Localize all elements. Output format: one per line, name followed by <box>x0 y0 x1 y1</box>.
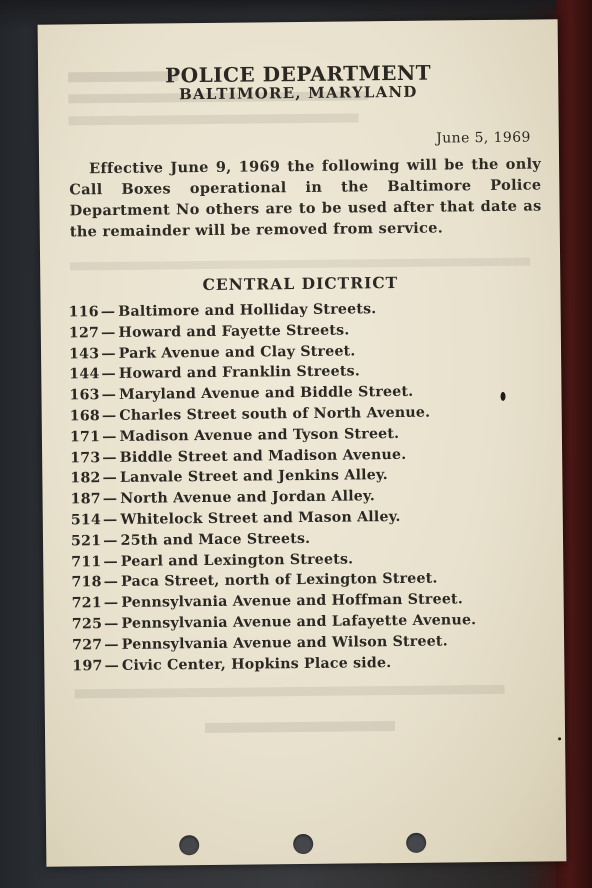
call-box-dash: — <box>101 407 117 425</box>
department-title: POLICE DEPARTMENT <box>165 60 432 88</box>
call-box-dash: — <box>101 366 116 383</box>
call-box-dash: — <box>103 595 119 612</box>
ink-speck <box>500 392 505 401</box>
call-box-number: 171 <box>69 428 101 446</box>
call-box-location: Maryland Avenue and Biddle Street. <box>119 384 414 404</box>
call-box-number: 127 <box>68 324 100 342</box>
call-box-number: 143 <box>68 345 100 363</box>
call-box-dash: — <box>103 553 118 570</box>
call-box-location: North Avenue and Jordan Alley. <box>120 488 376 508</box>
call-box-location: Baltimore and Holliday Streets. <box>118 301 377 320</box>
call-box-number: 173 <box>70 449 101 467</box>
call-box-number: 521 <box>70 532 102 550</box>
call-box-dash: — <box>103 532 118 549</box>
call-box-location: Madison Avenue and Tyson Street. <box>119 425 400 445</box>
call-box-location: Pennsylvania Avenue and Lafayette Avenue. <box>121 612 477 632</box>
call-box-dash: — <box>102 511 118 529</box>
call-box-number: 718 <box>71 574 102 591</box>
binder-hole <box>406 833 426 853</box>
call-box-location: Pennsylvania Avenue and Wilson Street. <box>121 633 448 653</box>
call-box-number: 163 <box>69 387 100 404</box>
binder-hole <box>293 834 313 854</box>
call-box-location: Biddle Street and Madison Avenue. <box>119 446 407 466</box>
bleed-through-mark <box>75 685 505 699</box>
call-box-dash: — <box>101 387 117 404</box>
call-box-dash: — <box>100 324 116 341</box>
call-box-entry <box>72 653 552 679</box>
call-box-number: 116 <box>68 304 99 321</box>
call-box-location: Pennsylvania Avenue and Hoffman Street. <box>121 591 463 612</box>
bleed-through-mark <box>205 721 395 733</box>
call-box-number: 514 <box>70 512 102 529</box>
city-subtitle: BALTIMORE, MARYLAND <box>178 82 418 104</box>
call-box-dash: — <box>102 449 117 466</box>
notice-date: June 5, 1969 <box>436 129 531 147</box>
call-box-location: Pearl and Lexington Streets. <box>120 551 354 570</box>
notice-paragraph: Effective June 9, 1969 the following will be the only Call Boxes operational in the Baltimore Police Department No others are to be used after that date as the remainder will be removed from service. <box>69 155 542 241</box>
call-box-location: Howard and Franklin Streets. <box>118 363 361 383</box>
bleed-through-mark <box>70 258 530 271</box>
call-box-number: 144 <box>69 366 100 383</box>
call-box-dash: — <box>102 428 117 445</box>
police-notice-sheet <box>38 19 567 866</box>
call-box-dash: — <box>100 303 116 321</box>
call-box-location: Park Avenue and Clay Street. <box>118 343 356 362</box>
call-box-dash: — <box>103 574 119 591</box>
call-box-number: 168 <box>69 408 101 425</box>
call-box-location: Howard and Fayette Streets. <box>118 322 350 341</box>
call-box-location: Whitelock Street and Mason Alley. <box>120 508 401 528</box>
call-box-number: 187 <box>70 491 101 508</box>
call-box-list <box>69 299 553 678</box>
call-box-number: 727 <box>72 636 103 654</box>
call-box-number: 725 <box>71 616 103 633</box>
call-box-location: Civic Center, Hopkins Place side. <box>121 654 392 674</box>
call-box-dash: — <box>104 615 119 633</box>
call-box-number: 197 <box>72 657 103 674</box>
call-box-location: 25th and Mace Streets. <box>120 530 311 549</box>
bleed-through-mark <box>69 113 359 125</box>
call-box-dash: — <box>101 345 116 362</box>
call-box-location: Charles Street south of North Avenue. <box>119 404 431 424</box>
call-box-dash: — <box>104 636 119 653</box>
ink-speck <box>558 737 561 740</box>
call-box-number: 182 <box>70 470 101 487</box>
district-heading: CENTRAL DICTRICT <box>202 272 399 295</box>
call-box-number: 721 <box>71 595 102 612</box>
call-box-location: Paca Street, north of Lexington Street. <box>120 570 438 591</box>
call-box-dash: — <box>104 657 120 674</box>
call-box-number: 711 <box>71 553 102 570</box>
call-box-location: Lanvale Street and Jenkins Alley. <box>119 467 388 487</box>
call-box-dash: — <box>102 470 118 487</box>
call-box-dash: — <box>102 491 118 508</box>
binder-hole <box>179 835 199 855</box>
